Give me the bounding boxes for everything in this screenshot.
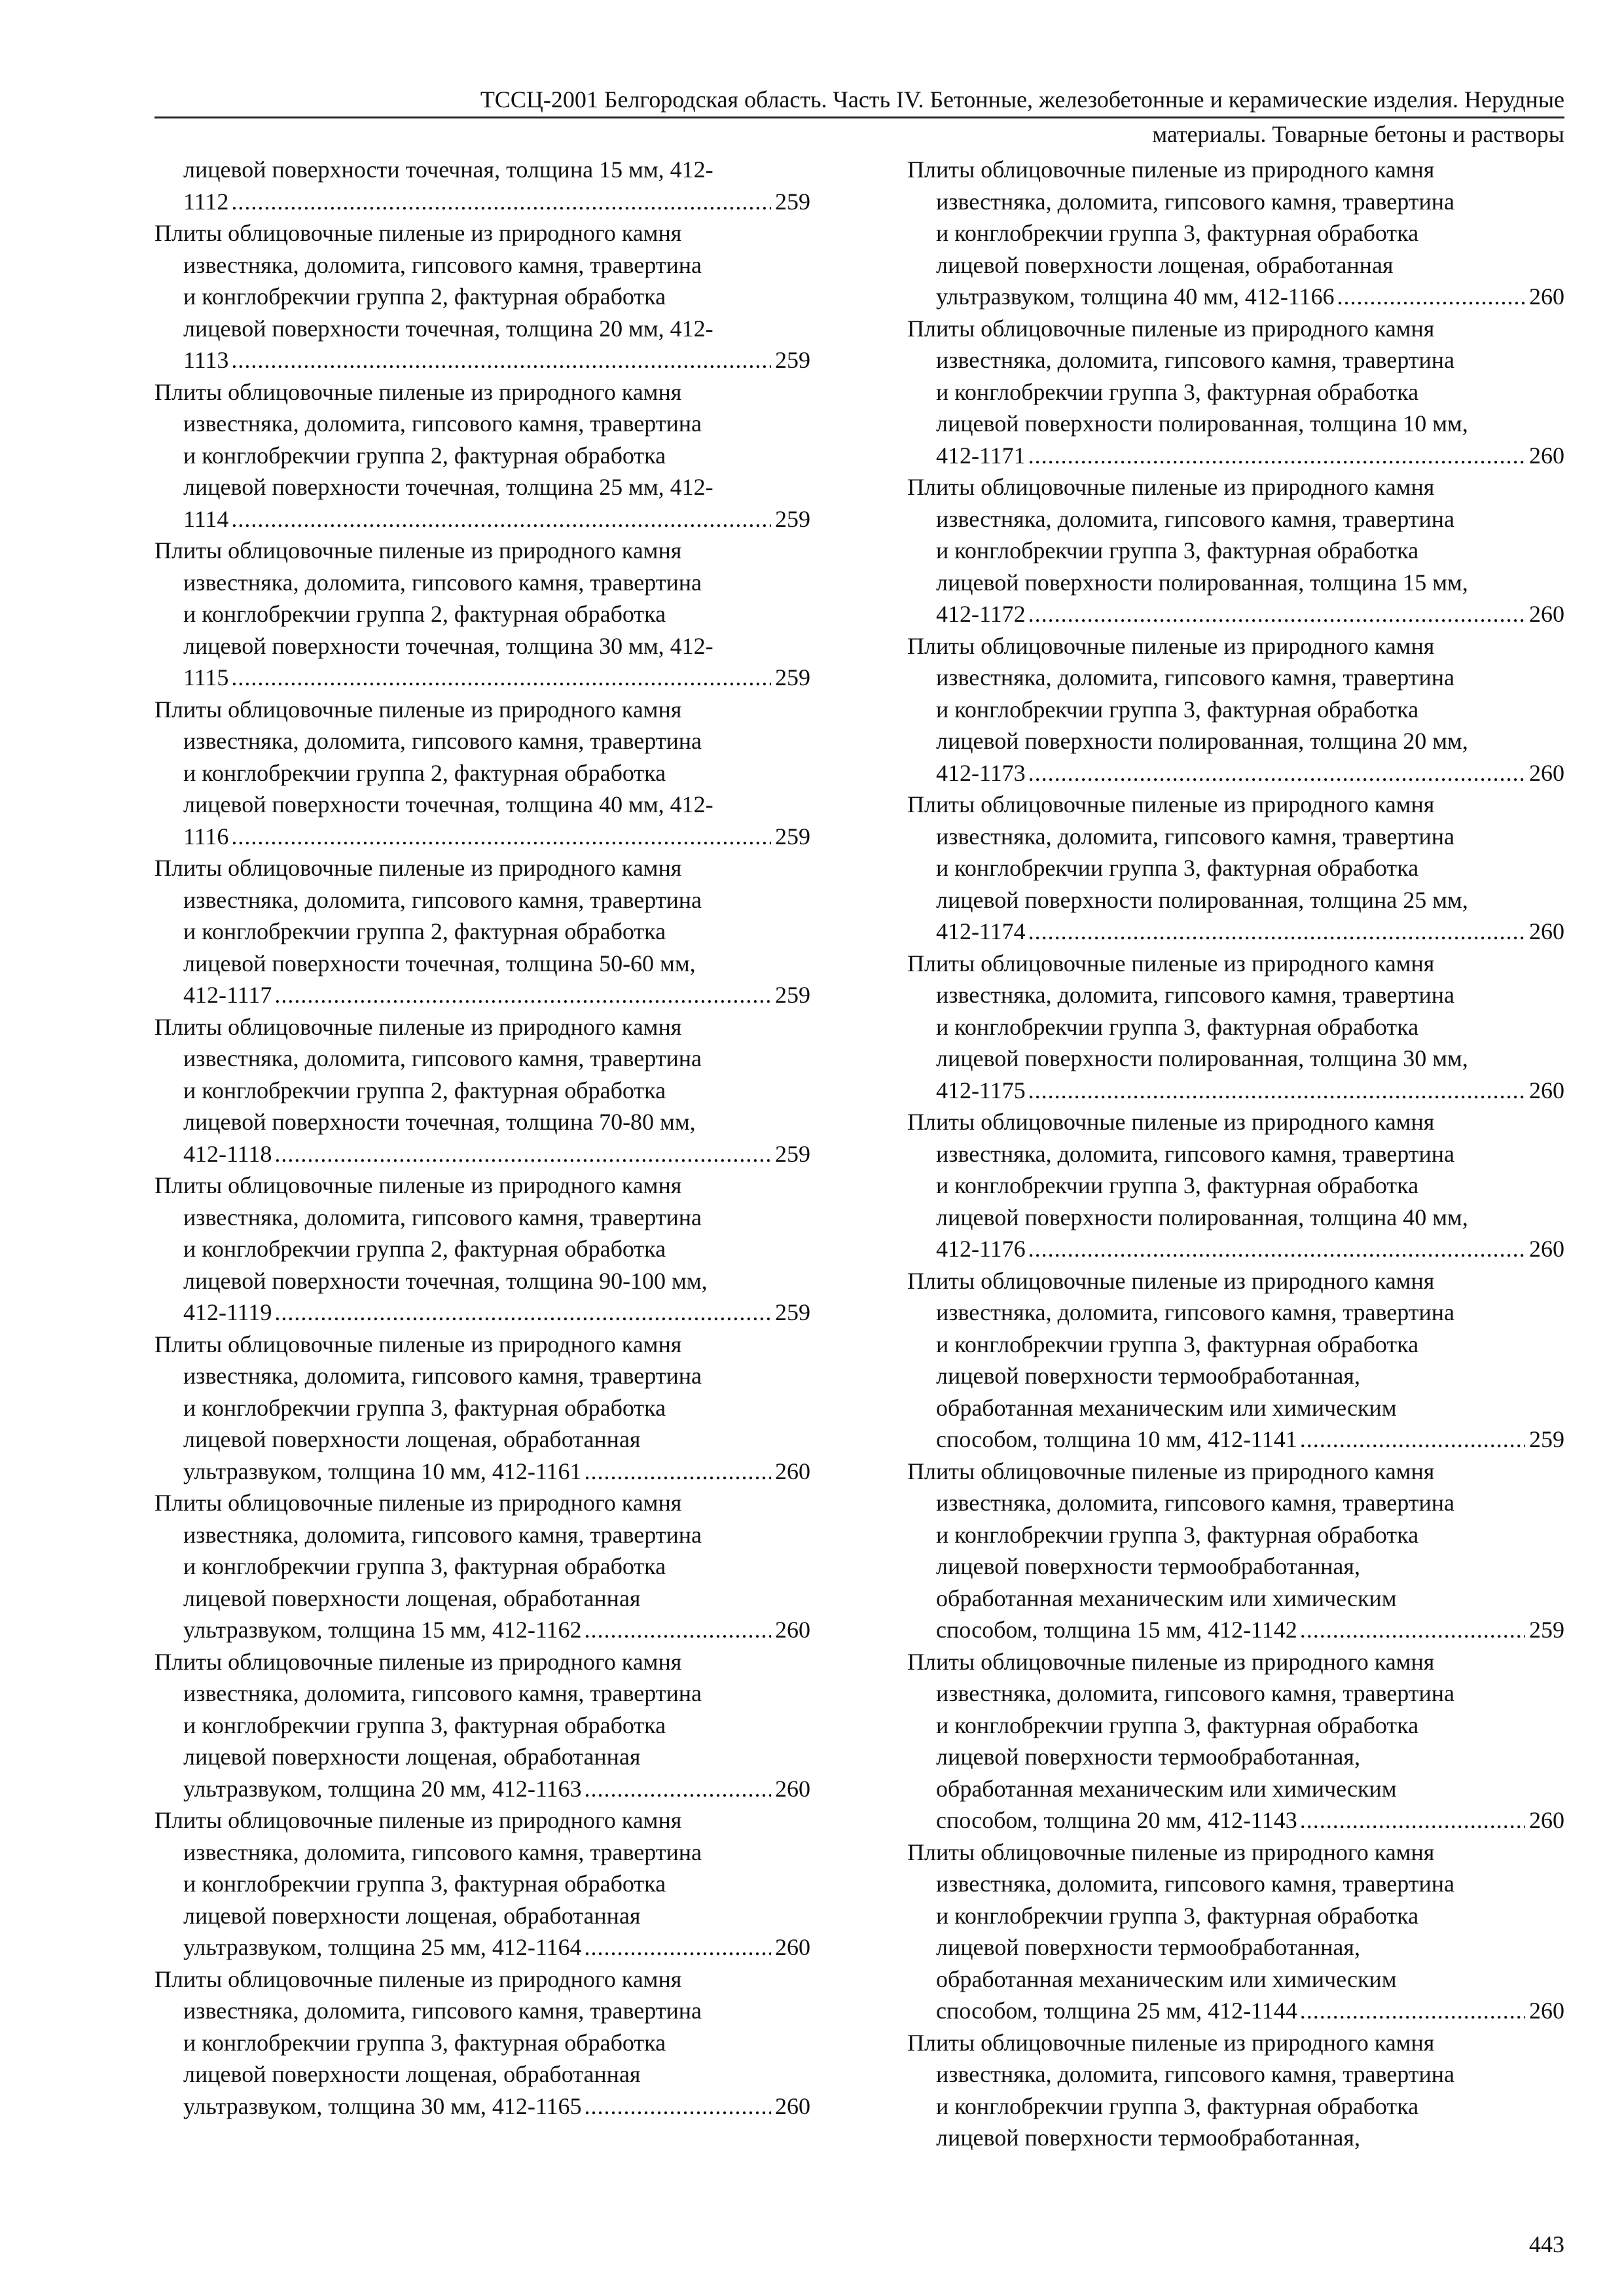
- dot-leader: [231, 662, 771, 694]
- index-entry-line: и конглобрекчии группа 2, фактурная обработка: [183, 283, 666, 310]
- index-entry-line: Плиты облицовочные пиленые из природного камня: [154, 696, 682, 723]
- index-entry-line: Плиты облицовочные пиленые из природного камня: [907, 791, 1435, 817]
- index-entry-line: лицевой поверхности точечная, толщина 20 мм, 412-: [183, 315, 713, 342]
- index-entry: [154, 694, 810, 853]
- index-entry-line: Плиты облицовочные пиленые из природного камня: [154, 1807, 682, 1833]
- index-entry-line: известняка, доломита, гипсового камня, травертина: [183, 886, 702, 913]
- index-entry-final-line: [907, 757, 1564, 789]
- index-entry-page: 260: [775, 2092, 810, 2119]
- index-entry-line: Плиты облицовочные пиленые из природного камня: [907, 950, 1435, 977]
- index-entry-final-line: [154, 1614, 810, 1646]
- index-entry-line: Плиты облицовочные пиленые из природного камня: [907, 1839, 1435, 1865]
- index-entry-final-line: [907, 1233, 1564, 1265]
- index-entry: [907, 1106, 1564, 1265]
- dot-leader: [274, 1297, 771, 1329]
- dot-leader: [585, 1931, 771, 1964]
- index-entry-final-line: [907, 440, 1564, 472]
- index-entry-final-line: [154, 1297, 810, 1329]
- index-entry-final-line: [154, 503, 810, 535]
- dot-leader: [1028, 1233, 1525, 1265]
- index-entry: [907, 630, 1564, 789]
- index-entry-line: и конглобрекчии группа 3, фактурная обработка: [936, 537, 1419, 564]
- index-entry-line: Плиты облицовочные пиленые из природного камня: [907, 474, 1435, 500]
- index-entry: [907, 948, 1564, 1107]
- index-entry-page: 259: [775, 1140, 810, 1167]
- index-entry-line: Плиты облицовочные пиленые из природного камня: [907, 315, 1435, 342]
- index-entry-page: 259: [1529, 1426, 1564, 1452]
- index-entry: [907, 313, 1564, 472]
- index-entry: [154, 852, 810, 1011]
- index-entry-line: и конглобрекчии группа 3, фактурная обработка: [936, 855, 1419, 881]
- index-entry: [907, 471, 1564, 630]
- index-entry-final-line: [154, 344, 810, 376]
- header-subtitle-line: материалы. Товарные бетоны и растворы: [1152, 121, 1564, 147]
- index-entry: [907, 2027, 1564, 2154]
- index-entry-line: лицевой поверхности лощеная, обработанная: [183, 1902, 641, 1929]
- index-entry-line: лицевой поверхности полированная, толщина 30 мм,: [936, 1045, 1468, 1071]
- index-entry-line: и конглобрекчии группа 3, фактурная обработка: [183, 1394, 666, 1421]
- index-entry-code: 1114: [183, 505, 229, 532]
- index-entry-line: лицевой поверхности лощеная, обработанная: [183, 1744, 641, 1770]
- index-entry-line: Плиты облицовочные пиленые из природного камня: [154, 1013, 682, 1040]
- index-entry-line: известняка, доломита, гипсового камня, травертина: [183, 1521, 702, 1548]
- index-entry-line: лицевой поверхности лощеная, обработанная: [183, 1426, 641, 1452]
- index-entry: [154, 376, 810, 535]
- index-entry-final-line: [154, 1773, 810, 1805]
- dot-leader: [1337, 281, 1525, 313]
- index-entry-final-line: [907, 598, 1564, 630]
- index-entry: [154, 1646, 810, 1805]
- index-entry-line: и конглобрекчии группа 3, фактурная обработка: [183, 1553, 666, 1579]
- index-entry-line: и конглобрекчии группа 2, фактурная обработка: [183, 759, 666, 786]
- index-entry-page: 260: [1529, 1236, 1564, 1262]
- dot-leader: [231, 503, 771, 535]
- index-entry-code: 412-1174: [936, 918, 1026, 944]
- index-entry: [154, 1170, 810, 1329]
- index-entry-line: лицевой поверхности термообработанная,: [936, 2125, 1360, 2151]
- dot-leader: [274, 1138, 771, 1170]
- index-entry-final-line: [907, 1995, 1564, 2027]
- index-entry-line: лицевой поверхности точечная, толщина 50-60 мм,: [183, 950, 696, 977]
- running-header: [154, 84, 1564, 150]
- index-entry-line: Плиты облицовочные пиленые из природного камня: [907, 1648, 1435, 1675]
- index-entry-line: известняка, доломита, гипсового камня, травертина: [936, 1490, 1455, 1516]
- index-entry-line: Плиты облицовочные пиленые из природного камня: [154, 378, 682, 405]
- index-entry-line: Плиты облицовочные пиленые из природного камня: [154, 1172, 682, 1198]
- index-entry-line: лицевой поверхности точечная, толщина 40 мм, 412-: [183, 791, 713, 817]
- index-entry-code: ультразвуком, толщина 30 мм, 412-1165: [183, 2092, 582, 2119]
- index-entry-code: 412-1118: [183, 1140, 272, 1167]
- index-entry-line: известняка, доломита, гипсового камня, травертина: [936, 1140, 1455, 1167]
- index-entry-code: 412-1176: [936, 1236, 1026, 1262]
- index-entry-code: 1113: [183, 347, 229, 373]
- index-entry-line: известняка, доломита, гипсового камня, травертина: [183, 569, 702, 596]
- dot-leader: [231, 186, 771, 218]
- dot-leader: [1300, 1424, 1525, 1456]
- index-entry-line: лицевой поверхности термообработанная,: [936, 1553, 1360, 1579]
- index-entry-code: способом, толщина 20 мм, 412-1143: [936, 1807, 1297, 1833]
- dot-leader: [1028, 440, 1525, 472]
- index-entry: [154, 535, 810, 694]
- index-entry-line: обработанная механическим или химическим: [936, 1394, 1397, 1421]
- index-entry-line: известняка, доломита, гипсового камня, травертина: [183, 728, 702, 754]
- index-entry-line: и конглобрекчии группа 2, фактурная обработка: [183, 1236, 666, 1262]
- index-entry-code: ультразвуком, толщина 25 мм, 412-1164: [183, 1934, 582, 1960]
- index-entry-line: и конглобрекчии группа 3, фактурная обработка: [183, 2029, 666, 2056]
- index-entry-line: известняка, доломита, гипсового камня, травертина: [936, 823, 1455, 850]
- index-entry-page: 260: [775, 1617, 810, 1643]
- index-entry-final-line: [907, 1424, 1564, 1456]
- index-entry-page: 259: [775, 1299, 810, 1325]
- index-entry-line: и конглобрекчии группа 3, фактурная обработка: [936, 1172, 1419, 1198]
- index-entry-page: 259: [775, 823, 810, 850]
- index-entry-line: и конглобрекчии группа 2, фактурная обработка: [183, 1077, 666, 1103]
- index-entry: [154, 1011, 810, 1170]
- index-entry-line: лицевой поверхности полированная, толщина 25 мм,: [936, 886, 1468, 913]
- index-entry-line: Плиты облицовочные пиленые из природного камня: [907, 1458, 1435, 1484]
- index-entry-page: 260: [1529, 759, 1564, 786]
- index-entry-final-line: [154, 662, 810, 694]
- dot-leader: [1300, 1995, 1525, 2027]
- dot-leader: [585, 2090, 771, 2123]
- index-entry-code: ультразвуком, толщина 10 мм, 412-1161: [183, 1458, 582, 1484]
- index-entry-line: известняка, доломита, гипсового камня, травертина: [936, 188, 1455, 215]
- index-entry-line: Плиты облицовочные пиленые из природного камня: [907, 1109, 1435, 1135]
- index-entry-line: и конглобрекчии группа 3, фактурная обработка: [936, 1013, 1419, 1040]
- index-entry-code: 412-1172: [936, 601, 1026, 627]
- index-entry-final-line: [154, 1456, 810, 1488]
- index-entry-final-line: [154, 1931, 810, 1964]
- index-entry: [907, 789, 1564, 948]
- index-entry-line: Плиты облицовочные пиленые из природного камня: [154, 1490, 682, 1516]
- index-entry-line: и конглобрекчии группа 3, фактурная обработка: [936, 220, 1419, 246]
- index-entry-line: известняка, доломита, гипсового камня, травертина: [183, 1998, 702, 2024]
- index-column-right: [907, 154, 1564, 2154]
- index-entry-page: 259: [775, 505, 810, 532]
- index-entry-final-line: [154, 2090, 810, 2123]
- dot-leader: [1028, 757, 1525, 789]
- index-entry-line: известняка, доломита, гипсового камня, травертина: [936, 2061, 1455, 2087]
- index-entry-page: 260: [1529, 1077, 1564, 1103]
- index-entry-line: обработанная механическим или химическим: [936, 1965, 1397, 1992]
- index-entry-line: известняка, доломита, гипсового камня, травертина: [936, 982, 1455, 1008]
- dot-leader: [1028, 916, 1525, 948]
- index-entry-line: известняка, доломита, гипсового камня, травертина: [183, 251, 702, 278]
- index-entry: [154, 154, 810, 217]
- index-entry-code: 1112: [183, 188, 229, 215]
- index-entry: [154, 217, 810, 376]
- index-entry-page: 259: [775, 664, 810, 691]
- index-entry-page: 259: [1529, 1617, 1564, 1643]
- index-entry-line: и конглобрекчии группа 2, фактурная обработка: [183, 601, 666, 627]
- index-entry-final-line: [907, 1075, 1564, 1107]
- index-entry-line: лицевой поверхности точечная, толщина 25 мм, 412-: [183, 474, 713, 500]
- index-entry-line: известняка, доломита, гипсового камня, травертина: [936, 347, 1455, 373]
- index-entry-code: 412-1117: [183, 982, 272, 1008]
- index-entry-line: обработанная механическим или химическим: [936, 1585, 1397, 1611]
- dot-leader: [231, 821, 771, 853]
- index-entry-line: Плиты облицовочные пиленые из природного камня: [154, 855, 682, 881]
- index-entry-line: известняка, доломита, гипсового камня, травертина: [183, 1204, 702, 1230]
- index-entry-code: 1115: [183, 664, 229, 691]
- index-entry-line: Плиты облицовочные пиленые из природного камня: [154, 537, 682, 564]
- index-entry-line: лицевой поверхности термообработанная,: [936, 1934, 1360, 1960]
- index-entry-line: обработанная механическим или химическим: [936, 1775, 1397, 1802]
- index-entry-line: Плиты облицовочные пиленые из природного камня: [154, 220, 682, 246]
- index-entry-code: 1116: [183, 823, 229, 850]
- index-entry-code: ультразвуком, толщина 20 мм, 412-1163: [183, 1775, 582, 1802]
- index-entry-line: лицевой поверхности лощеная, обработанная: [936, 251, 1394, 278]
- index-entry-page: 260: [1529, 601, 1564, 627]
- index-entry-line: лицевой поверхности термообработанная,: [936, 1744, 1360, 1770]
- index-entry-final-line: [907, 281, 1564, 313]
- index-entry-page: 260: [1529, 283, 1564, 310]
- index-entry-line: и конглобрекчии группа 3, фактурная обработка: [183, 1871, 666, 1897]
- index-entry-line: известняка, доломита, гипсового камня, травертина: [936, 1680, 1455, 1706]
- index-entry-final-line: [907, 916, 1564, 948]
- index-entry-line: Плиты облицовочные пиленые из природного камня: [154, 1965, 682, 1992]
- page-number: 443: [1529, 2231, 1564, 2257]
- index-entry-line: лицевой поверхности точечная, толщина 70-80 мм,: [183, 1109, 696, 1135]
- index-entry-page: 260: [1529, 1807, 1564, 1833]
- index-entry-page: 260: [1529, 918, 1564, 944]
- index-entry-final-line: [154, 821, 810, 853]
- index-entry-line: и конглобрекчии группа 3, фактурная обработка: [936, 1521, 1419, 1548]
- index-entry-page: 260: [775, 1934, 810, 1960]
- index-entry-line: известняка, доломита, гипсового камня, травертина: [183, 1363, 702, 1389]
- dot-leader: [1028, 1075, 1525, 1107]
- index-entry-page: 259: [775, 347, 810, 373]
- index-entry-final-line: [154, 186, 810, 218]
- dot-leader: [585, 1456, 771, 1488]
- index-entry-line: лицевой поверхности точечная, толщина 15 мм, 412-: [183, 156, 713, 183]
- index-entry-line: Плиты облицовочные пиленые из природного камня: [907, 1267, 1435, 1294]
- index-entry: [154, 1964, 810, 2123]
- index-entry-code: ультразвуком, толщина 15 мм, 412-1162: [183, 1617, 582, 1643]
- index-entry-line: известняка, доломита, гипсового камня, травертина: [936, 505, 1455, 532]
- index-entry-code: 412-1171: [936, 442, 1026, 469]
- index-entry-line: Плиты облицовочные пиленые из природного камня: [154, 1648, 682, 1675]
- index-column-left: [154, 154, 810, 2122]
- index-entry: [907, 1837, 1564, 2027]
- index-entry-line: и конглобрекчии группа 3, фактурная обработка: [936, 2092, 1419, 2119]
- dot-leader: [1300, 1614, 1525, 1646]
- index-entry-line: Плиты облицовочные пиленые из природного камня: [907, 2029, 1435, 2056]
- dot-leader: [585, 1773, 771, 1805]
- index-entry-line: лицевой поверхности точечная, толщина 90-100 мм,: [183, 1267, 708, 1294]
- index-entry-line: Плиты облицовочные пиленые из природного камня: [907, 632, 1435, 659]
- index-entry-code: ультразвуком, толщина 40 мм, 412-1166: [936, 283, 1335, 310]
- index-entry-line: известняка, доломита, гипсового камня, травертина: [183, 410, 702, 437]
- index-entry-line: лицевой поверхности точечная, толщина 30 мм, 412-: [183, 632, 713, 659]
- index-entry-line: известняка, доломита, гипсового камня, травертина: [936, 1871, 1455, 1897]
- index-entry-line: известняка, доломита, гипсового камня, травертина: [936, 1299, 1455, 1325]
- index-entry: [907, 154, 1564, 313]
- header-title-line: ТССЦ-2001 Белгородская область. Часть IV. Бетонные, железобетонные и керамические изделия. Нерудные: [480, 86, 1564, 113]
- index-entry-page: 260: [1529, 442, 1564, 469]
- index-entry-final-line: [907, 1614, 1564, 1646]
- dot-leader: [274, 979, 771, 1011]
- index-entry-line: лицевой поверхности полированная, толщина 20 мм,: [936, 728, 1468, 754]
- index-entry-code: 412-1175: [936, 1077, 1026, 1103]
- index-entry-line: и конглобрекчии группа 2, фактурная обработка: [183, 442, 666, 469]
- index-entry-final-line: [154, 979, 810, 1011]
- index-entry-page: 260: [1529, 1998, 1564, 2024]
- index-entry-line: известняка, доломита, гипсового камня, травертина: [183, 1839, 702, 1865]
- index-entry-page: 260: [775, 1458, 810, 1484]
- index-entry-code: способом, толщина 25 мм, 412-1144: [936, 1998, 1297, 2024]
- index-entry-page: 260: [775, 1775, 810, 1802]
- index-entry-line: лицевой поверхности полированная, толщина 15 мм,: [936, 569, 1468, 596]
- index-entry-line: и конглобрекчии группа 3, фактурная обработка: [936, 1902, 1419, 1929]
- index-entry-line: и конглобрекчии группа 3, фактурная обработка: [936, 378, 1419, 405]
- index-entry-line: Плиты облицовочные пиленые из природного камня: [154, 1331, 682, 1357]
- index-entry-line: и конглобрекчии группа 3, фактурная обработка: [936, 1331, 1419, 1357]
- index-entry-line: известняка, доломита, гипсового камня, травертина: [936, 664, 1455, 691]
- index-entry-page: 259: [775, 188, 810, 215]
- index-entry-line: лицевой поверхности лощеная, обработанная: [183, 2061, 641, 2087]
- index-entry-final-line: [154, 1138, 810, 1170]
- index-entry: [907, 1646, 1564, 1837]
- index-entry-line: лицевой поверхности лощеная, обработанная: [183, 1585, 641, 1611]
- index-entry: [154, 1804, 810, 1964]
- index-entry-line: и конглобрекчии группа 3, фактурная обработка: [936, 1712, 1419, 1738]
- index-entry-page: 259: [775, 982, 810, 1008]
- index-entry: [907, 1265, 1564, 1456]
- index-entry: [154, 1487, 810, 1646]
- index-entry-code: способом, толщина 15 мм, 412-1142: [936, 1617, 1297, 1643]
- index-entry-line: известняка, доломита, гипсового камня, травертина: [183, 1680, 702, 1706]
- index-entry-code: способом, толщина 10 мм, 412-1141: [936, 1426, 1297, 1452]
- index-entry-line: Плиты облицовочные пиленые из природного камня: [907, 156, 1435, 183]
- index-entry-code: 412-1119: [183, 1299, 272, 1325]
- index-entry-line: и конглобрекчии группа 2, фактурная обработка: [183, 918, 666, 944]
- index-entry: [907, 1456, 1564, 1646]
- index-entry-line: лицевой поверхности термообработанная,: [936, 1363, 1360, 1389]
- index-entry: [154, 1329, 810, 1488]
- index-entry-line: известняка, доломита, гипсового камня, травертина: [183, 1045, 702, 1071]
- dot-leader: [1300, 1804, 1525, 1837]
- index-entry-code: 412-1173: [936, 759, 1026, 786]
- index-entry-final-line: [907, 1804, 1564, 1837]
- dot-leader: [585, 1614, 771, 1646]
- index-entry-line: и конглобрекчии группа 3, фактурная обработка: [936, 696, 1419, 723]
- dot-leader: [231, 344, 771, 376]
- index-entry-line: лицевой поверхности полированная, толщина 10 мм,: [936, 410, 1468, 437]
- dot-leader: [1028, 598, 1525, 630]
- index-entry-line: лицевой поверхности полированная, толщина 40 мм,: [936, 1204, 1468, 1230]
- index-entry-line: и конглобрекчии группа 3, фактурная обработка: [183, 1712, 666, 1738]
